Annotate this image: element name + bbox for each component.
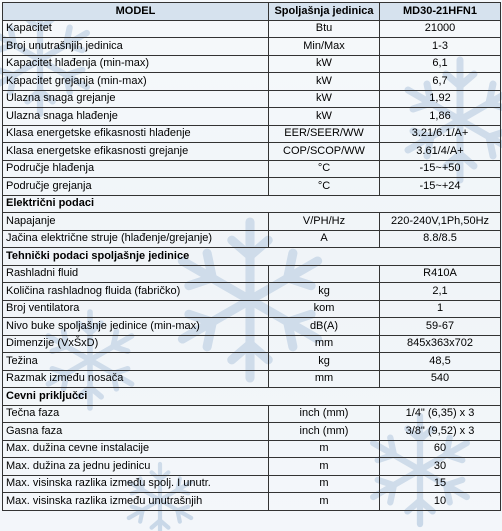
row-value: 8.8/8.5: [380, 230, 501, 248]
row-label: Tečna faza: [3, 405, 269, 423]
row-value: 30: [380, 458, 501, 476]
row-value: 540: [380, 370, 501, 388]
row-label: Ulazna snaga hlađenje: [3, 108, 269, 126]
row-unit: V/PH/Hz: [269, 213, 380, 231]
row-unit: m: [269, 458, 380, 476]
section-header-row: [3, 195, 501, 213]
table-row: [3, 300, 501, 318]
row-label: Dimenzije (VxŠxD): [3, 335, 269, 353]
table-row: [3, 370, 501, 388]
row-value: 10: [380, 493, 501, 511]
row-label: Broj ventilatora: [3, 300, 269, 318]
table-row: [3, 73, 501, 91]
row-value: 60: [380, 440, 501, 458]
row-unit: kW: [269, 55, 380, 73]
table-row: [3, 38, 501, 56]
row-label: Područje grejanja: [3, 178, 269, 196]
row-unit: °C: [269, 178, 380, 196]
row-value: 48,5: [380, 353, 501, 371]
row-value: 6,1: [380, 55, 501, 73]
row-unit: inch (mm): [269, 405, 380, 423]
table-row: [3, 178, 501, 196]
table-row: [3, 55, 501, 73]
row-label: Max. dužina za jednu jedinicu: [3, 458, 269, 476]
row-label: Jačina električne struje (hlađenje/grejanje): [3, 230, 269, 248]
row-label: Područje hlađenja: [3, 160, 269, 178]
row-value: 6,7: [380, 73, 501, 91]
model-label: MODEL: [3, 3, 269, 21]
row-value: R410A: [380, 265, 501, 283]
row-value: 1: [380, 300, 501, 318]
table-row: [3, 493, 501, 511]
model-code: MD30-21HFN1: [380, 3, 501, 21]
table-header-row: [3, 3, 501, 21]
row-label: Kapacitet hlađenja (min-max): [3, 55, 269, 73]
row-value: 1,92: [380, 90, 501, 108]
table-row: [3, 230, 501, 248]
row-label: Ulazna snaga grejanje: [3, 90, 269, 108]
row-label: Količina rashladnog fluida (fabričko): [3, 283, 269, 301]
row-unit: dB(A): [269, 318, 380, 336]
row-unit: COP/SCOP/WW: [269, 143, 380, 161]
row-unit: kW: [269, 108, 380, 126]
row-label: Max. visinska razlika između unutrašnjih: [3, 493, 269, 511]
table-row: [3, 160, 501, 178]
table-row: [3, 318, 501, 336]
row-value: 3.61/4/A+: [380, 143, 501, 161]
row-label: Max. dužina cevne instalacije: [3, 440, 269, 458]
row-value: 845x363x702: [380, 335, 501, 353]
row-unit: kW: [269, 73, 380, 91]
table-row: [3, 213, 501, 231]
row-unit: A: [269, 230, 380, 248]
spec-table: [2, 2, 501, 511]
row-label: Klasa energetske efikasnosti hlađenje: [3, 125, 269, 143]
row-unit: Min/Max: [269, 38, 380, 56]
table-row: [3, 265, 501, 283]
row-label: Razmak između nosača: [3, 370, 269, 388]
table-row: [3, 353, 501, 371]
table-row: [3, 335, 501, 353]
table-row: [3, 20, 501, 38]
row-label: Kapacitet grejanja (min-max): [3, 73, 269, 91]
row-label: Broj unutrašnjih jedinica: [3, 38, 269, 56]
row-unit: kW: [269, 90, 380, 108]
row-unit: m: [269, 475, 380, 493]
row-value: 21000: [380, 20, 501, 38]
row-label: Max. visinska razlika između spolj. I unutr.: [3, 475, 269, 493]
section-title: Cevni priključci: [3, 388, 501, 406]
row-unit: [269, 265, 380, 283]
table-row: [3, 108, 501, 126]
row-value: -15~+50: [380, 160, 501, 178]
table-row: [3, 90, 501, 108]
row-value: 15: [380, 475, 501, 493]
section-title: Električni podaci: [3, 195, 501, 213]
row-label: Gasna faza: [3, 423, 269, 441]
row-value: -15~+24: [380, 178, 501, 196]
row-label: Nivo buke spoljašnje jedinice (min-max): [3, 318, 269, 336]
table-row: [3, 458, 501, 476]
row-value: 1/4" (6,35) x 3: [380, 405, 501, 423]
row-unit: Btu: [269, 20, 380, 38]
row-value: 1,86: [380, 108, 501, 126]
row-label: Klasa energetske efikasnosti grejanje: [3, 143, 269, 161]
row-label: Rashladni fluid: [3, 265, 269, 283]
row-unit: kg: [269, 283, 380, 301]
row-label: Napajanje: [3, 213, 269, 231]
row-unit: kom: [269, 300, 380, 318]
row-unit: mm: [269, 370, 380, 388]
section-title: Tehnički podaci spoljašnje jedinice: [3, 248, 501, 266]
row-value: 1-3: [380, 38, 501, 56]
row-unit: kg: [269, 353, 380, 371]
row-value: 3/8" (9,52) x 3: [380, 423, 501, 441]
row-unit: m: [269, 440, 380, 458]
row-label: Kapacitet: [3, 20, 269, 38]
section-header-row: [3, 388, 501, 406]
table-row: [3, 143, 501, 161]
row-value: 2,1: [380, 283, 501, 301]
row-label: Težina: [3, 353, 269, 371]
row-unit: mm: [269, 335, 380, 353]
section-header-row: [3, 248, 501, 266]
row-unit: °C: [269, 160, 380, 178]
row-value: 3.21/6.1/A+: [380, 125, 501, 143]
table-row: [3, 423, 501, 441]
row-unit: inch (mm): [269, 423, 380, 441]
table-row: [3, 283, 501, 301]
table-row: [3, 440, 501, 458]
row-value: 220-240V,1Ph,50Hz: [380, 213, 501, 231]
row-unit: m: [269, 493, 380, 511]
table-row: [3, 125, 501, 143]
table-row: [3, 405, 501, 423]
unit-label: Spoljašnja jedinica: [269, 3, 380, 21]
row-unit: EER/SEER/WW: [269, 125, 380, 143]
row-value: 59-67: [380, 318, 501, 336]
table-row: [3, 475, 501, 493]
